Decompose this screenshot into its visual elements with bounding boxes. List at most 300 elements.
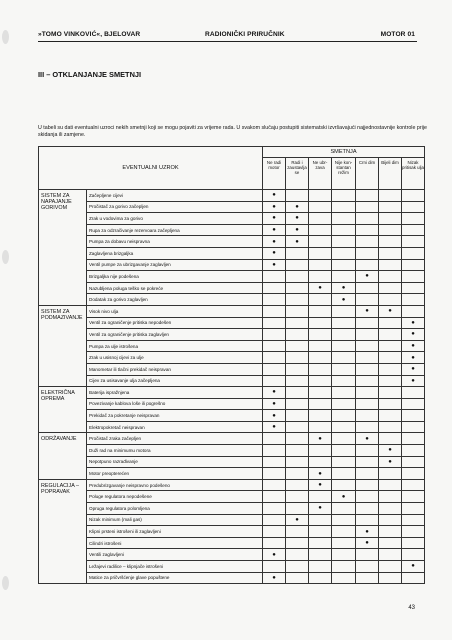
dot-icon: ● [318, 505, 322, 512]
symptom-cell [286, 317, 309, 329]
symptom-cell [286, 561, 309, 573]
cause-cell: Pročistač zraka začepljen [87, 433, 263, 445]
dot-icon: ● [272, 215, 276, 222]
symptom-cell [309, 526, 332, 538]
symptom-cell [286, 526, 309, 538]
group-label: ODRŽAVANJE [39, 433, 87, 479]
group-label: REGULACIJA – POPRAVAK [39, 479, 87, 583]
symptom-cell [356, 282, 379, 294]
symptom-cell [356, 468, 379, 480]
symptom-cell [286, 514, 309, 526]
dot-icon: ● [272, 551, 276, 558]
symptom-cell [379, 572, 402, 584]
symptom-cell [379, 317, 402, 329]
cause-cell: Pumpa za ulje istrošena [87, 340, 263, 352]
symptom-cell [263, 213, 286, 225]
dot-icon: ● [318, 482, 322, 489]
symptom-cell [356, 363, 379, 375]
symptom-cell [332, 363, 356, 375]
symptom-cell [263, 317, 286, 329]
symptom-cell [402, 526, 425, 538]
table-row [39, 259, 425, 271]
symptom-cell [332, 329, 356, 341]
dot-icon: ● [318, 470, 322, 477]
symptom-cell [309, 410, 332, 422]
symptom-cell [263, 398, 286, 410]
symptom-cell [379, 561, 402, 573]
symptom-cell [402, 329, 425, 341]
symptom-cell [263, 387, 286, 399]
dot-icon: ● [272, 203, 276, 210]
troubleshooting-table [38, 146, 425, 584]
symptom-cell [263, 259, 286, 271]
symptom-cell [286, 445, 309, 457]
symptom-cell [263, 410, 286, 422]
cause-cell: Zrak u usisnoj cijevi za ulje [87, 352, 263, 364]
table-row [39, 410, 425, 422]
dot-icon: ● [388, 447, 392, 454]
symptom-cell [332, 445, 356, 457]
table-row [39, 491, 425, 503]
symptom-cell [332, 526, 356, 538]
symptom-cell [286, 503, 309, 515]
symptom-cell [356, 271, 379, 283]
symptom-cell [356, 479, 379, 491]
dot-icon: ● [341, 285, 346, 292]
symptom-cell [263, 375, 286, 387]
symptom-cell [309, 537, 332, 549]
dot-icon: ● [365, 528, 369, 535]
table-row [39, 503, 425, 515]
symptom-cell [309, 282, 332, 294]
table-row [39, 190, 425, 202]
symptom-cell [402, 503, 425, 515]
symptom-cell [309, 387, 332, 399]
cause-cell: Baterija ispražnjena [87, 387, 263, 399]
dot-icon: ● [388, 308, 392, 315]
symptom-cell [286, 468, 309, 480]
table-row [39, 329, 425, 341]
symptom-cell [263, 224, 286, 236]
symptom-cell [286, 572, 309, 584]
symptom-cell [402, 479, 425, 491]
symptom-cell [356, 526, 379, 538]
dot-icon: ● [411, 563, 415, 570]
dot-icon: ● [365, 540, 369, 547]
symptom-cell [309, 445, 332, 457]
symptom-cell [263, 363, 286, 375]
symptom-cell [356, 398, 379, 410]
symptom-cell [332, 479, 356, 491]
symptom-cell [402, 561, 425, 573]
symptom-cell [356, 421, 379, 433]
symptom-cell [379, 340, 402, 352]
symptom-cell [332, 433, 356, 445]
symptom-cell [379, 294, 402, 306]
symptom-cell [286, 247, 309, 259]
symptom-header: Bijeli dim [379, 158, 402, 190]
dot-icon: ● [272, 389, 276, 396]
table-row [39, 375, 425, 387]
symptom-cell [263, 445, 286, 457]
symptom-cell [286, 282, 309, 294]
symptom-cell [402, 421, 425, 433]
table-row [39, 317, 425, 329]
symptom-cell [286, 305, 309, 317]
symptom-cell [379, 479, 402, 491]
symptom-cell [379, 421, 402, 433]
symptom-cell [402, 190, 425, 202]
symptom-cell [356, 491, 379, 503]
symptom-cell [356, 503, 379, 515]
symptom-cell [402, 445, 425, 457]
symptom-cell [379, 201, 402, 213]
dot-icon: ● [341, 296, 346, 303]
symptom-cell [309, 259, 332, 271]
symptom-cell [286, 190, 309, 202]
symptom-cell [356, 445, 379, 457]
symptom-cell [332, 224, 356, 236]
symptom-cell [286, 549, 309, 561]
symptom-cell [379, 271, 402, 283]
symptom-cell [402, 236, 425, 248]
header-right: MOTOR 01 [380, 31, 415, 38]
table-row [39, 236, 425, 248]
symptom-cell [402, 340, 425, 352]
symptom-cell [356, 329, 379, 341]
dot-icon: ● [365, 435, 369, 442]
symptom-cell [263, 247, 286, 259]
symptom-cell [402, 514, 425, 526]
dot-icon: ● [318, 285, 322, 292]
cause-cell: Zaglavljena brizgaljka [87, 247, 263, 259]
page-number: 43 [408, 605, 415, 611]
symptom-cell [402, 572, 425, 584]
symptom-cell [263, 537, 286, 549]
cause-cell: Zrak u vodovima za gorivo [87, 213, 263, 225]
cause-cell: Nepotpuno razrađivanje [87, 456, 263, 468]
symptom-cell [263, 271, 286, 283]
symptom-cell [309, 317, 332, 329]
symptom-cell [402, 271, 425, 283]
symptom-cell [402, 294, 425, 306]
symptom-cell [263, 572, 286, 584]
cause-cell: Prekidač za pokretanje neispravan [87, 410, 263, 422]
symptom-cell [286, 294, 309, 306]
dot-icon: ● [272, 424, 276, 431]
symptom-cell [379, 259, 402, 271]
symptom-cell [309, 572, 332, 584]
symptom-cell [379, 224, 402, 236]
symptom-cell [332, 398, 356, 410]
symptom-cell [332, 572, 356, 584]
symptom-cell [263, 561, 286, 573]
symptom-cell [379, 213, 402, 225]
symptom-cell [286, 329, 309, 341]
intro-text: U tabeli su dati eventualni uzroci nekih smetnji koji se mogu pojaviti za vrijeme rada. U svakom slučaju postupiti sistematski izvršavajući najjednostavnije kontrole prije skidanja ili zamjene. [38, 125, 427, 138]
symptom-group-header: SMETNJA [263, 147, 425, 158]
symptom-cell [332, 352, 356, 364]
symptom-cell [379, 491, 402, 503]
symptom-cell [332, 201, 356, 213]
cause-cell: Visok nivo ulja [87, 305, 263, 317]
symptom-cell [379, 526, 402, 538]
symptom-cell [379, 503, 402, 515]
symptom-cell [379, 329, 402, 341]
symptom-cell [402, 224, 425, 236]
symptom-cell [402, 433, 425, 445]
cause-cell: Povezivanje kablova loše ili pogrešno [87, 398, 263, 410]
cause-cell: Poluge regulatora nepodešene [87, 491, 263, 503]
symptom-cell [379, 468, 402, 480]
table-row [39, 549, 425, 561]
symptom-cell [356, 305, 379, 317]
symptom-cell [263, 456, 286, 468]
symptom-cell [309, 201, 332, 213]
symptom-cell [332, 294, 356, 306]
symptom-cell [263, 329, 286, 341]
symptom-cell [309, 398, 332, 410]
symptom-cell [263, 352, 286, 364]
cause-cell: Nizak minimum (mali gas) [87, 514, 263, 526]
dot-icon: ● [272, 192, 276, 199]
symptom-cell [402, 398, 425, 410]
symptom-cell [356, 352, 379, 364]
table-row [39, 468, 425, 480]
table-row [39, 352, 425, 364]
symptom-cell [356, 456, 379, 468]
table-row [39, 282, 425, 294]
group-label: SISTEM ZA NAPAJANJE GORIVOM [39, 190, 87, 306]
symptom-cell [402, 282, 425, 294]
dot-icon: ● [272, 400, 276, 407]
symptom-cell [402, 537, 425, 549]
cause-cell: Motor preopterećen [87, 468, 263, 480]
table-row [39, 421, 425, 433]
cause-cell: Klipni prsteni istrošeni ili zaglavljeni [87, 526, 263, 538]
symptom-cell [309, 456, 332, 468]
symptom-cell [379, 514, 402, 526]
symptom-cell [309, 271, 332, 283]
symptom-cell [379, 363, 402, 375]
symptom-cell [402, 468, 425, 480]
symptom-cell [356, 561, 379, 573]
symptom-cell [332, 537, 356, 549]
symptom-cell [356, 213, 379, 225]
dot-icon: ● [272, 412, 276, 419]
header-rule [38, 41, 417, 42]
symptom-cell [263, 340, 286, 352]
symptom-cell [263, 549, 286, 561]
symptom-cell [286, 433, 309, 445]
symptom-cell [309, 375, 332, 387]
symptom-cell [309, 433, 332, 445]
symptom-cell [309, 305, 332, 317]
symptom-cell [402, 375, 425, 387]
symptom-cell [263, 433, 286, 445]
symptom-cell [263, 190, 286, 202]
symptom-cell [379, 247, 402, 259]
table-row [39, 526, 425, 538]
symptom-header: Ne radi motor [263, 158, 286, 190]
symptom-cell [309, 561, 332, 573]
scan-mark-bottom [2, 576, 9, 590]
symptom-header: Nizak pritisak ulja [402, 158, 425, 190]
symptom-cell [309, 549, 332, 561]
symptom-cell [402, 363, 425, 375]
symptom-cell [356, 572, 379, 584]
dot-icon: ● [295, 203, 299, 210]
symptom-cell [332, 282, 356, 294]
symptom-cell [263, 236, 286, 248]
dot-icon: ● [295, 227, 299, 234]
symptom-cell [286, 537, 309, 549]
symptom-cell [356, 294, 379, 306]
symptom-cell [286, 456, 309, 468]
symptom-header: Nije konstantan režim [332, 158, 356, 190]
symptom-cell [309, 340, 332, 352]
table-row [39, 445, 425, 457]
symptom-cell [402, 247, 425, 259]
symptom-cell [402, 317, 425, 329]
symptom-cell [402, 352, 425, 364]
dot-icon: ● [295, 516, 299, 523]
symptom-cell [309, 363, 332, 375]
symptom-cell [402, 491, 425, 503]
dot-icon: ● [341, 493, 346, 500]
table-row [39, 224, 425, 236]
symptom-cell [309, 352, 332, 364]
cause-cell: Ventili zaglavljeni [87, 549, 263, 561]
cause-cell: Duži rad na minimumu motora [87, 445, 263, 457]
dot-icon: ● [411, 319, 415, 326]
symptom-cell [286, 398, 309, 410]
symptom-cell [379, 445, 402, 457]
symptom-cell [309, 190, 332, 202]
symptom-cell [356, 224, 379, 236]
cause-cell: Matice za pričvršćenje glave popuštene [87, 572, 263, 584]
symptom-cell [356, 433, 379, 445]
symptom-header: Radi i zaustavlja se [286, 158, 309, 190]
symptom-cell [263, 526, 286, 538]
symptom-cell [402, 387, 425, 399]
table-row [39, 572, 425, 584]
symptom-cell [286, 236, 309, 248]
symptom-cell [263, 479, 286, 491]
symptom-cell [286, 387, 309, 399]
symptom-cell [263, 468, 286, 480]
symptom-cell [263, 282, 286, 294]
header-left: »TOMO VINKOVIĆ«, BJELOVAR [38, 31, 141, 38]
symptom-cell [332, 421, 356, 433]
symptom-cell [356, 317, 379, 329]
dot-icon: ● [365, 273, 369, 280]
symptom-cell [332, 247, 356, 259]
dot-icon: ● [318, 435, 322, 442]
symptom-cell [379, 549, 402, 561]
symptom-cell [332, 561, 356, 573]
symptom-cell [286, 213, 309, 225]
cause-cell: Cilindri istrošeni [87, 537, 263, 549]
symptom-cell [286, 224, 309, 236]
symptom-cell [286, 491, 309, 503]
symptom-cell [402, 456, 425, 468]
symptom-cell [356, 514, 379, 526]
table-row [39, 201, 425, 213]
cause-cell: Opruga regulatora polomljena [87, 503, 263, 515]
cause-cell: Elektropokretač neispravan [87, 421, 263, 433]
symptom-cell [356, 375, 379, 387]
symptom-cell [356, 410, 379, 422]
symptom-cell [332, 305, 356, 317]
table-row [39, 398, 425, 410]
symptom-cell [379, 433, 402, 445]
symptom-cell [332, 375, 356, 387]
symptom-cell [286, 352, 309, 364]
symptom-cell [286, 479, 309, 491]
table-row [39, 456, 425, 468]
symptom-cell [332, 410, 356, 422]
symptom-cell [402, 201, 425, 213]
symptom-cell [332, 503, 356, 515]
group-label: ELEKTRIČNA OPREMA [39, 387, 87, 433]
group-label: SISTEM ZA PODMAZIVANJE [39, 305, 87, 386]
symptom-cell [332, 549, 356, 561]
dot-icon: ● [272, 250, 276, 257]
symptom-cell [402, 549, 425, 561]
symptom-cell [402, 259, 425, 271]
cause-cell: Pumpa za dobavu neispravna [87, 236, 263, 248]
symptom-cell [286, 201, 309, 213]
symptom-cell [332, 491, 356, 503]
cause-cell: Dodatak za gorivo zaglavljen [87, 294, 263, 306]
symptom-cell [309, 491, 332, 503]
symptom-cell [286, 410, 309, 422]
symptom-cell [332, 317, 356, 329]
cause-cell: Ventil za ograničenje pritiska zaglavljen [87, 329, 263, 341]
cause-column-header: EVENTUALNI UZROK [39, 147, 263, 190]
symptom-cell [332, 213, 356, 225]
symptom-cell [402, 305, 425, 317]
table-row [39, 363, 425, 375]
table-body [39, 190, 425, 584]
symptom-cell [379, 375, 402, 387]
dot-icon: ● [411, 354, 415, 361]
dot-icon: ● [295, 215, 299, 222]
dot-icon: ● [272, 261, 276, 268]
symptom-cell [263, 503, 286, 515]
cause-cell: Pročistač za gorivo začepljen [87, 201, 263, 213]
table-row [39, 537, 425, 549]
cause-cell: Brizgaljka nije podešena [87, 271, 263, 283]
symptom-cell [286, 259, 309, 271]
table-row [39, 387, 425, 399]
symptom-cell [263, 491, 286, 503]
table-row [39, 561, 425, 573]
cause-cell: Začepljene cijevi [87, 190, 263, 202]
symptom-cell [309, 503, 332, 515]
symptom-cell [309, 514, 332, 526]
symptom-cell [402, 213, 425, 225]
symptom-cell [356, 236, 379, 248]
cause-cell: Predubrizgavanje neispravno podešeno [87, 479, 263, 491]
symptom-cell [286, 363, 309, 375]
symptom-cell [356, 259, 379, 271]
table-row [39, 271, 425, 283]
symptom-cell [332, 190, 356, 202]
symptom-cell [309, 479, 332, 491]
symptom-cell [356, 387, 379, 399]
